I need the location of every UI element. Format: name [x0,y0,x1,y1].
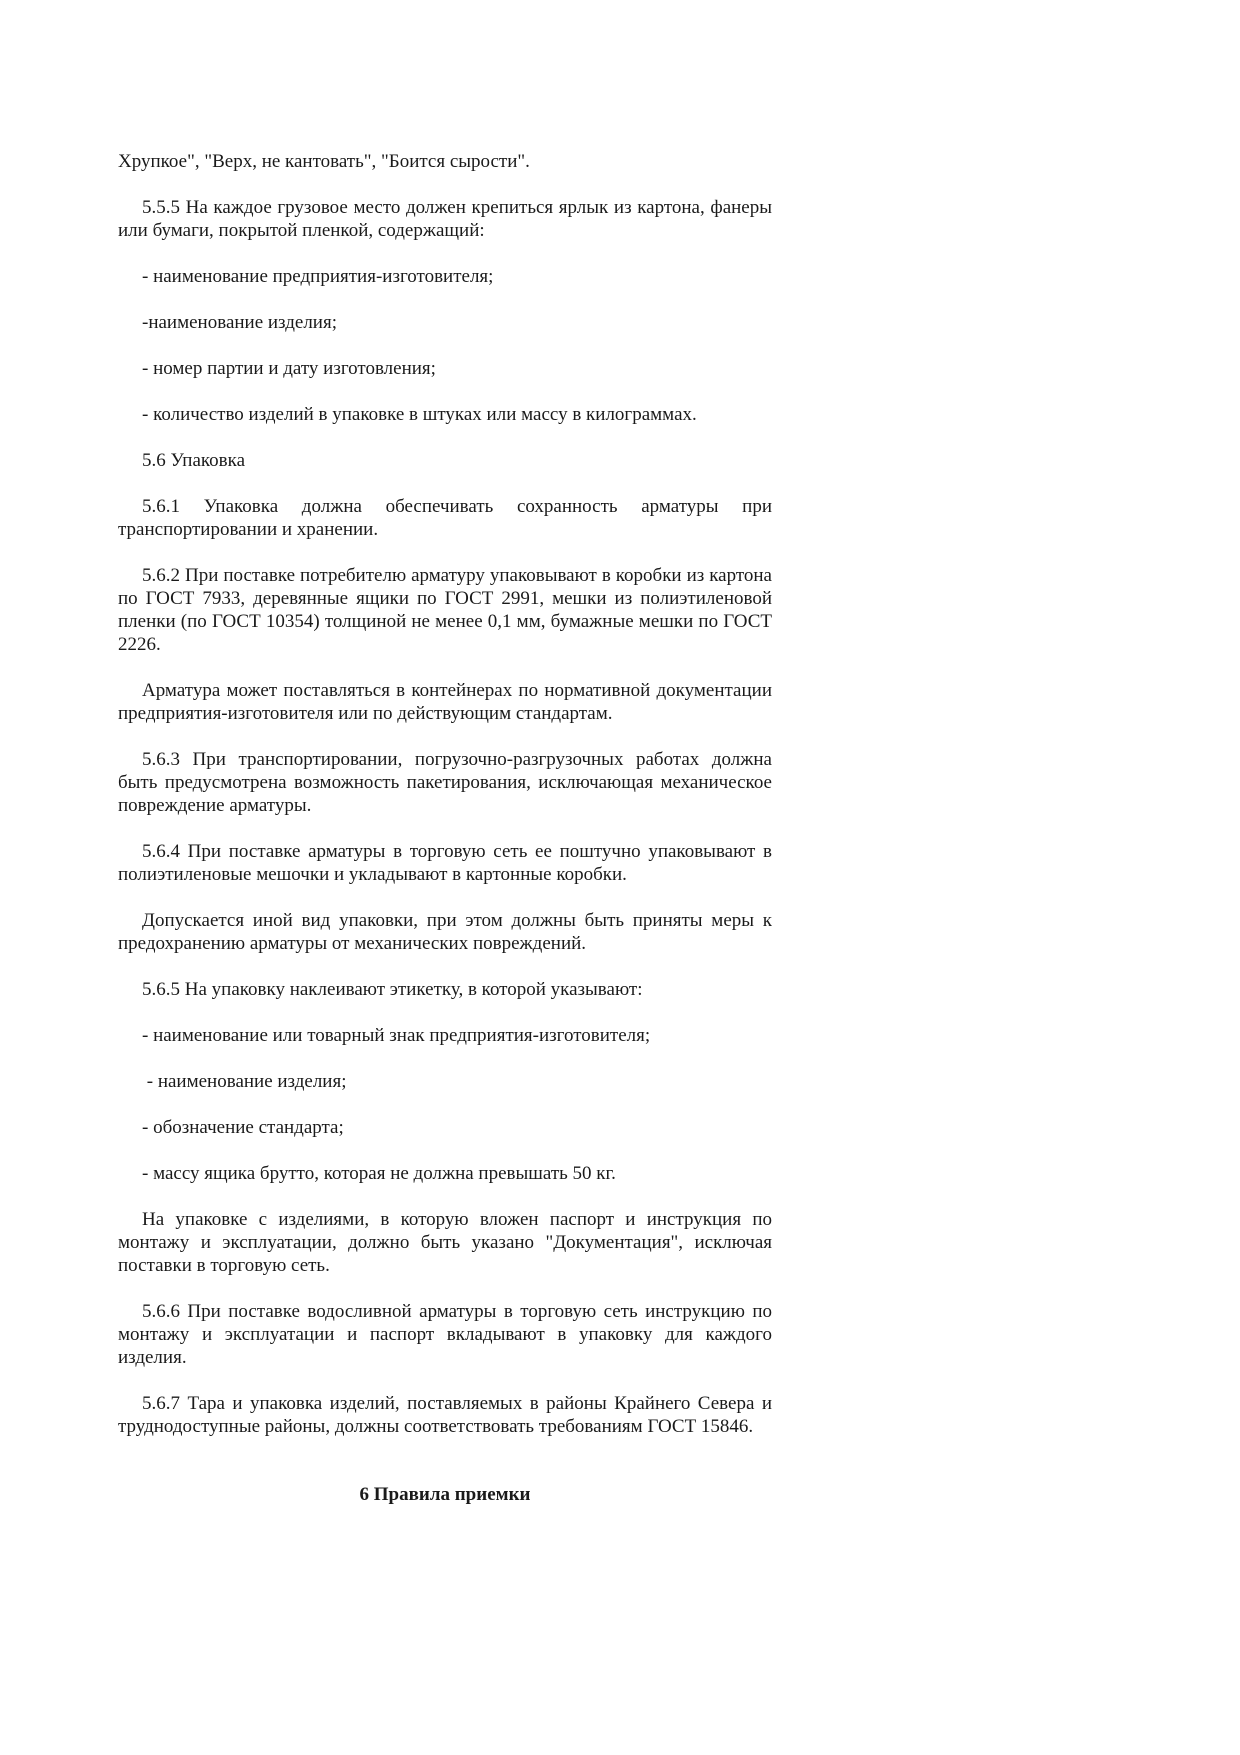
paragraph-5-6-4-other-packaging: Допускается иной вид упаковки, при этом должны быть приняты меры к предохранению арматуры от механических повреждений. [118,910,772,954]
document-page [118,150,772,1506]
paragraph-5-6-7: 5.6.7 Тара и упаковка изделий, поставляемых в районы Крайнего Севера и труднодоступные районы, должны соответствовать требованиям ГОСТ 15846. [118,1393,772,1437]
list-item: - количество изделий в упаковке в штуках или массу в килограммах. [142,404,697,425]
paragraph-5-6-3: 5.6.3 При транспортировании, погрузочно-разгрузочных работах должна быть предусмотрена возможность пакетирования, исключающая механическое повреждение арматуры. [118,749,772,816]
paragraph-5-6-5: 5.6.5 На упаковку наклеивают этикетку, в которой указывают: [142,979,643,1000]
paragraph-continuation: Хрупкое", "Верх, не кантовать", "Боится сырости". [118,151,530,172]
section-heading: 6 Правила приемки [359,1484,531,1505]
list-item: - наименование предприятия-изготовителя; [142,266,494,287]
paragraph-5-6-4: 5.6.4 При поставке арматуры в торговую сеть ее поштучно упаковывают в полиэтиленовые мешочки и укладывают в картонные коробки. [118,841,772,885]
subsection-title-5-6: 5.6 Упаковка [142,450,245,471]
list-item: - наименование изделия; [142,1071,347,1092]
paragraph-5-6-2: 5.6.2 При поставке потребителю арматуру упаковывают в коробки из картона по ГОСТ 7933, деревянные ящики по ГОСТ 2991, мешки из полиэтиленовой пленки (по ГОСТ 10354) толщиной не менее 0,1 мм, бумажные мешки по ГОСТ 2226. [118,565,772,655]
paragraph-5-6-6: 5.6.6 При поставке водосливной арматуры в торговую сеть инструкцию по монтажу и эксплуатации и паспорт вкладывают в упаковку для каждого изделия. [118,1301,772,1368]
paragraph-5-6-1: 5.6.1 Упаковка должна обеспечивать сохранность арматуры при транспортировании и хранении. [118,496,772,540]
list-item: -наименование изделия; [142,312,337,333]
paragraph-5-6-2-containers: Арматура может поставляться в контейнерах по нормативной документации предприятия-изготовителя или по действующим стандартам. [118,680,772,724]
list-item: - наименование или товарный знак предприятия-изготовителя; [142,1025,651,1046]
list-item: - номер партии и дату изготовления; [142,358,436,379]
list-item: - обозначение стандарта; [142,1117,344,1138]
list-item: - массу ящика брутто, которая не должна превышать 50 кг. [142,1163,616,1184]
paragraph-documentation-note: На упаковке с изделиями, в которую вложен паспорт и инструкция по монтажу и эксплуатации, должно быть указано "Документация", исключая поставки в торговую сеть. [118,1209,772,1276]
paragraph-5-5-5: 5.5.5 На каждое грузовое место должен крепиться ярлык из картона, фанеры или бумаги, покрытой пленкой, содержащий: [118,197,772,241]
